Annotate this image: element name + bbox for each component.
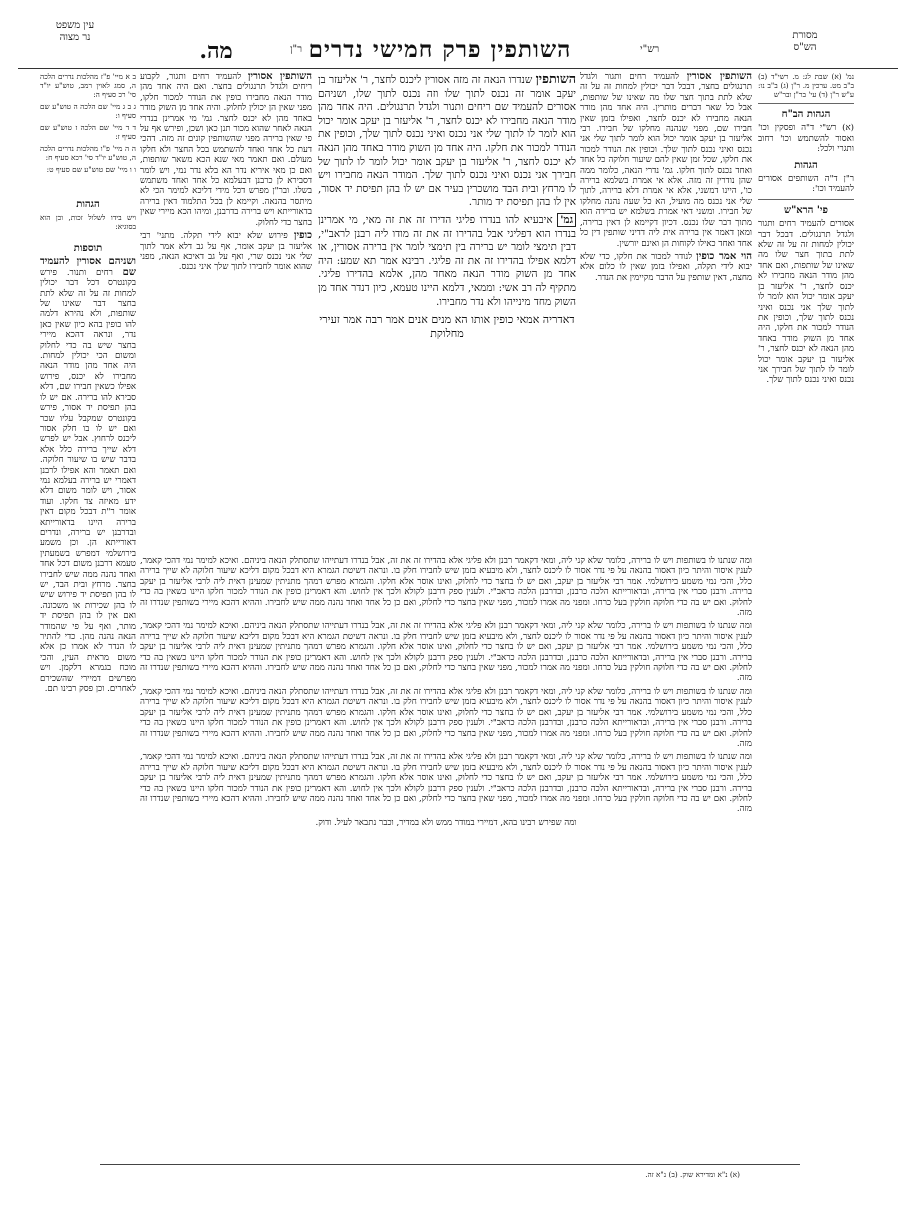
gemara-closing-line: דאדריה אמאי כופין אותו הא מנים אנים אמר רבה אמר זעירי מחלוקת: [319, 313, 575, 340]
ein-mishpat-entry: ב א מיי' פ"ז מהלכות נדרים הלכה ה, סמג לאוין רמב, טוש"ע יו"ד סי' רכ סעיף ה:: [40, 72, 136, 99]
ein-mishpat-hagahot-title: הגהות: [76, 199, 100, 210]
rashi-sub-heading: הוי אמר כופין: [696, 250, 752, 262]
gemara-text: איבעיא להו בנדרו פליגי הדירו זה את זה מאי, מי אמרינן בנדרו הוא דפליגי אבל בהדירו זה את זה מודו ליה רבנן לראב"י, דבין תימצי לומר יש ברירה בין תימצי לומר אין ברירה אסורין, או דלמא אפילו בהדירו זה את זה פליגי. רבינא אמר תא שמע: היה אחד מן השוק מודר הנאה מאחד מהן, אלמא בהדירו פליגי. מתקיף לה רב אשי: וממאי, דלמא היינו טעמא, כיון דנדר אחד מן השוק מחד מינייהו ולא נדר מחבירו.: [318, 213, 576, 308]
bottom-commentary: [140, 556, 752, 1160]
hagahot-bach-text: (א) רש"י ד"ה ופסקין וכו' ואסור להשתמש וכו' רחוב ותגרי ולכל:: [758, 123, 854, 155]
divider: [758, 199, 854, 200]
gemara-box-marker: גמ': [557, 213, 576, 227]
rashi-text: להעמיד רחים ותגור ולגדל תרנגולים בחצר, דבכל דבר יכולין למחות זה על זה שלא לתת בתוך חצר שלו מה שאינו של שותפות, אבל כל שאר דברים מותרין. היה אחד מהן מודר הנאה מחבירו לא יכנס לחצר, ואפילו בזמן שאין חבירו שם, מפני שנהנה מחלקו של חבירו. רבי אליעזר בן יעקב אומר יכול הוא לומר לתוך שלי אני נכנס ואיני נכנס לתוך שלך. וכופין את הנודר למכור את חלקו, שכל זמן שאין להם שיעור חלוקה כל אחד ואחד נכנס לתוך חלקו. גמ' נדרי הנאה, כלומר ממה שהן נודרין זה מזה. אלא אי אמרת בשלמא ברירה כו', היינו דמשני, אלא אי אמרת דלא ברירה, לתוך שלי אני נכנס מה מועיל, הא כל שעה נהנה מחלקו של חבירו. ומשני דאי אמרת בשלמא יש ברירה הוא מתוך דבר שלו נכנס. דכיון דקיימא לן דאין ברירה, ומאן דאמר אין ברירה אית ליה דדיני שותפין דין כל אחד ואחד כאילו לקוחות הן ואינם יורשין.: [580, 72, 752, 249]
ein-mishpat-entry: ה ה מיי' פ"ו מהלכות נדרים הלכה ה, טוש"ע יו"ד סי' רכא סעיף ח:: [40, 144, 136, 162]
ein-mishpat-entry: ג ב ג מיי' שם הלכה ה טוש"ע שם סעיף ו:: [40, 102, 136, 120]
header-rule: [18, 68, 898, 69]
tosafot-text: רחים ותנור. פירש בקונטרס דכל דבר יכולין למחות זה על זה שלא לתת בחצר דבר שאינו של שותפות, ולא נהירא דלמה להו כופין בהא כיון שאין כאן נדר, ונראה דהכא מיירי בחצר שיש בה כדי לחלוק ומשום הכי יכולין למחות. היה אחד מהן מודר הנאה מחבירו לא יכנס, פירוש אפילו כשאין חבירו שם, דלא סבירא להו ברירה. אם יש לו בהן תפיסת יד אסור, פירש בקונטרס שמקבל עליו שכר ואם יש לו בו חלק אסור ליכנס לרחוץ. אבל יש לפרש דלא שייך ברירה כלל אלא בדבר שיש בו שיעור חלוקה. ואם תאמר והא אפילו לרבנן דאמרי יש ברירה בעלמא נמי אסור, ויש לומר משום דלא ידע מאיזה צד חלקו. ועוד אומר ר"ת דבכל מקום דאין ברירה היינו בדאורייתא ובדרבנן יש ברירה, ונדרים דאורייתא הן. וכן משמע בירושלמי דמפרש בשמעתין טעמא דרבנן משום דכל אחד ואחד נהנה ממה שיש לחבירו בחצר. מרחץ ובית הבד, יש לו בהן תפיסת יד פירוש שיש לו בהן שכירות או משכונה. ואם אין לו בהן תפיסת יד מותר, ואף על פי שהמודר הנאה נהנה מהן. כדי להתיר לו הנדר לא אמרו כן אלא משום מראית העין, והכי מוכח בגמרא דלקמן. ויש מפרשים דמיירי שהשכירם לאחרים. וכן פסק רבינו תם.: [40, 267, 136, 695]
right-margin: [758, 72, 854, 752]
masoret-header: מסורת הש"ס: [792, 30, 818, 53]
hagahot-text: ר"ן ד"ה השותפים אסורים להעמיד וכו':: [758, 174, 854, 195]
tosafot: [40, 238, 136, 1158]
ein-mishpat-entry: ד ד מיי' שם הלכה ז טוש"ע שם סעיף ז:: [40, 123, 136, 141]
ein-mishpat-hagahot: [40, 194, 136, 234]
ran-commentary: [140, 72, 312, 552]
hagahot-bach-title: הגהות הב"ח: [781, 109, 831, 120]
rashi-sub-text: לנודר למכור את חלקו, כדי שלא יבוא לידי תקלה, ואפילו בזמן שאין לו כלום אלא מחצה, דאין שותפין על הדבר מקיימין את הנדר.: [580, 251, 752, 283]
mishnah-lead: השותפין: [535, 71, 577, 86]
ran-heading: השותפין אסורין: [247, 72, 312, 82]
bottom-commentary-text: ומה שנתנו לו בשותפות ויש לו ברירה, כלומר שלא קני ליה, ומאי דקאמר רבנן ולא פליגי אלא בהדירו זה את זה, אבל בנדרו דעתייהו שתסתלק הנאה ביניהם. ואיכא למימר נמי דהכי קאמר, לענין איסור והיתר כיון דאסור בהנאה על פי נדר אסור לו ליכנס לחצר, ולא מיבעיא בזמן שיש לחבירו חלק בו. ונראה דשיטת הגמרא היא דבכל מקום דליכא שיעור חלוקה לא שייך ברירה כלל, והכי נמי משמע בירושלמי. אמר רבי אליעזר בן יעקב, ואם יש לו בחצר כדי לחלוק, ואינו אוסר אלא חלקו. והגמרא מפרש דמהך מתניתין שמעינן דאית ליה לרבי אליעזר בן יעקב ברירה. ורבנן סברי אין ברירה, ובדאורייתא הלכה כרבנן, ובדרבנן הלכה כראב"י. ולענין ספק דרבנן לקולא ולכך אין לחוש. והא דאמרינן כופין את הנודר למכור חלקו היינו כשאין בה כדי לחלוק. ואם יש בה כדי חלוקה חולקין בעל כרחו. ומפני מה אמרו למכור, מפני שאין בחצר כדי לחלוק, ואם כן כל אחד ואחד נהנה ממה שיש לחבירו. וההיא דהכא מיירי בשותפין שנדרו זה מזה.: [140, 556, 752, 619]
rashi-tag: רש"י: [640, 44, 660, 55]
rosh-title: פי' הרא"ש: [784, 204, 828, 216]
footnote: (א) נ"א ומדירא שוק. (ב) נ"א זה.: [645, 1170, 740, 1179]
masoret-entry: נמ' (א) שבת לג: מ. רשי"ד (ב) ב"ב מט. ערכין מ. ר"ן (ג) ב"ב נו: ע"ש ר"ן (ד) עי' בר"ן ובר"ש: [758, 72, 854, 99]
page-title: השותפין פרק חמישי נדרים: [308, 36, 572, 63]
tosafot-lead: ושניהם אסורין להעמיד שם: [40, 256, 136, 278]
ran-sub-text: פירוש שלא יבוא לידי תקלה. מתני' רבי אליעזר בן יעקב אומר, אף על גב דלא אמר לתוך שלי אני נכנס שרי, ואף על גב דאיכא הנאה, מפני שהוא אומר לחבירו לתוך שלך איני נכנס.: [140, 231, 312, 273]
rosh-text: אסורים להעמיד רחים ותגור ולגדל תרנגולים. דבכל דבר יכולין למחות זה על זה שלא לתת בתוך חצר שלו מה שאינו של שותפות, ואם אחד מהן מודר הנאה מחבירו לא יכנס לחצר, ר' אליעזר בן יעקב אומר יכול הוא לומר לו לתוך שלך אני נכנס ואיני נכנס לתוך שלך, וכופין את הנודר למכור את חלקו, היה אחד מן השוק מודר באחד מהן הנאה לא יכנס לחצר, ר' אליעזר בן יעקב אומר יכול לומר לו לתוך של חבירך אני נכנס ואיני נכנס לתוך שלך.: [758, 219, 854, 386]
divider: [758, 103, 854, 104]
ein-mishpat-hagahot-text: ויש בידו לשלול זכות, וכן הוא בסוגיא:: [40, 213, 136, 232]
tosafot-title: תוספות: [73, 243, 103, 254]
ein-mishpat-header: עין משפט נר מצוה: [55, 20, 95, 43]
rashi-commentary: [580, 72, 752, 552]
ran-sub-heading: כופין: [293, 230, 312, 242]
bottom-footer-note: ומה שפירש רבינו בהא, דמיירי במודר ממש ולא במדיר, וכבר נתבאר לעיל. ודוק.: [315, 817, 577, 828]
hagahot-title: הגהות: [794, 159, 818, 171]
ran-tag: ר"ן: [290, 44, 303, 55]
bottom-commentary-text: ומה שנתנו לו בשותפות ויש לו ברירה, כלומר שלא קני ליה, ומאי דקאמר רבנן ולא פליגי אלא בהדירו זה את זה, אבל בנדרו דעתייהו שתסתלק הנאה ביניהם. ואיכא למימר נמי דהכי קאמר, לענין איסור והיתר כיון דאסור בהנאה על פי נדר אסור לו ליכנס לחצר, ולא מיבעיא בזמן שיש לחבירו חלק בו. ונראה דשיטת הגמרא היא דבכל מקום דליכא שיעור חלוקה לא שייך ברירה כלל, והכי נמי משמע בירושלמי. אמר רבי אליעזר בן יעקב, ואם יש לו בחצר כדי לחלוק, ואינו אוסר אלא חלקו. והגמרא מפרש דמהך מתניתין שמעינן דאית ליה לרבי אליעזר בן יעקב ברירה. ורבנן סברי אין ברירה, ובדאורייתא הלכה כרבנן, ובדרבנן הלכה כראב"י. ולענין ספק דרבנן לקולא ולכך אין לחוש. והא דאמרינן כופין את הנודר למכור חלקו היינו כשאין בה כדי לחלוק. ואם יש בה כדי חלוקה חולקין בעל כרחו. ומפני מה אמרו למכור, מפני שאין בחצר כדי לחלוק, ואם כן כל אחד ואחד נהנה ממה שיש לחבירו. וההיא דהכא מיירי בשותפין שנדרו זה מזה.: [140, 686, 752, 749]
mishnah-text: שנדרו הנאה זה מזה אסורין ליכנס לחצר, ר' אליעזר בן יעקב אומר זה נכנס לתוך שלו וזה נכנס לתוך שלו, ושניהם אסורים להעמיד שם ריחים ותנור ולגדל תרנגולים. היה אחד מהן מודר הנאה מחבירו לא יכנס לחצר, ר' אליעזר בן יעקב אומר יכול הוא לומר לו לתוך שלי אני נכנס ואיני נכנס לתוך שלך, וכופין את הנודר למכור את חלקו. היה אחד מן השוק מודר באחד מהן הנאה לא יכנס לחצר, ר' אליעזר בן יעקב אומר יכול לומר לו לתוך של חבירך אני נכנס ואיני נכנס לתוך שלך. המודר הנאה מחבירו ויש לו מרחץ ובית הבד מושכרין בעיר אם יש לו בהן תפיסת יד אסור, אין לו בהן תפיסת יד מותר.: [318, 74, 576, 209]
bottom-commentary-text: ומה שנתנו לו בשותפות ויש לו ברירה, כלומר שלא קני ליה, ומאי דקאמר רבנן ולא פליגי אלא בהדירו זה את זה, אבל בנדרו דעתייהו שתסתלק הנאה ביניהם. ואיכא למימר נמי דהכי קאמר, לענין איסור והיתר כיון דאסור בהנאה על פי נדר אסור לו ליכנס לחצר, ולא מיבעיא בזמן שיש לחבירו חלק בו. ונראה דשיטת הגמרא היא דבכל מקום דליכא שיעור חלוקה לא שייך ברירה כלל, והכי נמי משמע בירושלמי. אמר רבי אליעזר בן יעקב, ואם יש לו בחצר כדי לחלוק, ואינו אוסר אלא חלקו. והגמרא מפרש דמהך מתניתין שמעינן דאית ליה לרבי אליעזר בן יעקב ברירה. ורבנן סברי אין ברירה, ובדאורייתא הלכה כרבנן, ובדרבנן הלכה כראב"י. ולענין ספק דרבנן לקולא ולכך אין לחוש. והא דאמרינן כופין את הנודר למכור חלקו היינו כשאין בה כדי לחלוק. ואם יש בה כדי חלוקה חולקין בעל כרחו. ומפני מה אמרו למכור, מפני שאין בחצר כדי לחלוק, ואם כן כל אחד ואחד נהנה ממה שיש לחבירו. וההיא דהכא מיירי בשותפין שנדרו זה מזה.: [140, 621, 752, 684]
footnote-rule: [100, 1164, 800, 1165]
gemara-main-text: [318, 72, 576, 552]
ran-text: להעמיד רחים ותגור, לקבוע ריחים ולגדל תרנגולים בחצר. ואם היה אחד מהן מודר הנאה מחבירו כופין את הנודר למכור חלקו, מפני שאין הן יכולין לחלוק. והיה אחד מן השוק מודר באחד מהן לא יכנס לחצר. גמ' מי אמרינן בנדרי הנאה לאחר שהוא מכור תנן כאן ושכן, ופירש אף על פי שאין ברירה מפני שהשותפין קונים זה מזה. דהכי דעת כל אחד ואחד להשתמש בכל החצר ולא חלקו מעולם. ואם תאמר מאי שנא הכא משאר שותפות, ואם כן מאי איריא נדר הא בלא נדר נמי, ויש לומר דסבירא לן כרבנן דבעלמא כל אחד ואחד משתמש בשלו. ובר"ן מפרש דכל מידי דליכא למימר הכי לא מיתסר בהנאה. וקיימא לן בכל התלמוד דאין ברירה בדאורייתא ויש ברירה בדרבנן, ומיהו הכא מיירי שאין בחצר כדי לחלוק.: [140, 72, 312, 228]
ein-mishpat: [40, 72, 136, 192]
bottom-commentary-text: ומה שנתנו לו בשותפות ויש לו ברירה, כלומר שלא קני ליה, ומאי דקאמר רבנן ולא פליגי אלא בהדירו זה את זה, אבל בנדרו דעתייהו שתסתלק הנאה ביניהם. ואיכא למימר נמי דהכי קאמר, לענין איסור והיתר כיון דאסור בהנאה על פי נדר אסור לו ליכנס לחצר, ולא מיבעיא בזמן שיש לחבירו חלק בו. ונראה דשיטת הגמרא היא דבכל מקום דליכא שיעור חלוקה לא שייך ברירה כלל, והכי נמי משמע בירושלמי. אמר רבי אליעזר בן יעקב, ואם יש לו בחצר כדי לחלוק, ואינו אוסר אלא חלקו. והגמרא מפרש דמהך מתניתין שמעינן דאית ליה לרבי אליעזר בן יעקב ברירה. ורבנן סברי אין ברירה, ובדאורייתא הלכה כרבנן, ובדרבנן הלכה כראב"י. ולענין ספק דרבנן לקולא ולכך אין לחוש. והא דאמרינן כופין את הנודר למכור חלקו היינו כשאין בה כדי לחלוק. ואם יש בה כדי חלוקה חולקין בעל כרחו. ומפני מה אמרו למכור, מפני שאין בחצר כדי לחלוק, ואם כן כל אחד ואחד נהנה ממה שיש לחבירו. וההיא דהכא מיירי בשותפין שנדרו זה מזה.: [140, 752, 752, 815]
rashi-heading: השותפין אסורין: [686, 72, 752, 82]
daf-number: מה.: [199, 38, 233, 64]
ein-mishpat-entry: ו ו מיי' שם טוש"ע שם סעיף ט:: [46, 165, 136, 174]
